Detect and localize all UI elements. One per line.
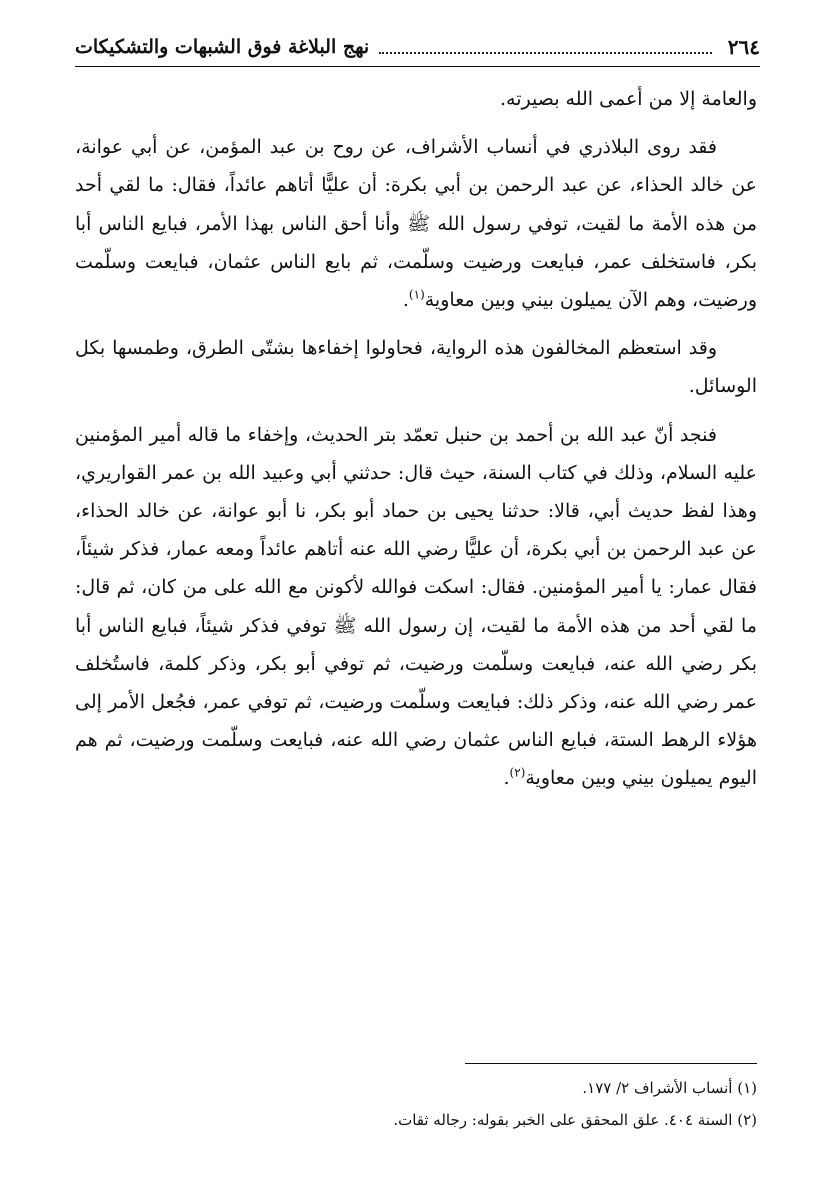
footnote-ref-2[interactable]: (٢) [509,766,526,781]
paragraph-1 [75,80,757,118]
running-title: نهج البلاغة فوق الشبهات والتشكيكات [75,36,370,58]
paragraph-3 [75,329,757,405]
paragraph-2-text: فقد روى البلاذري في أنساب الأشراف، عن روح بن عبد المؤمن، عن أبي عوانة، عن خالد الحذاء، عن عبد الرحمن بن أبي بكرة: أن عليًّا أتاهم عائداً، فقال: ما لقي أحد من هذه الأمة ما لقيت، توفي رسول الله ﷺ وأنا أحق الناس بهذا الأمر، فبايع الناس أبا بكر، فاستخلف عمر، فبايعت ورضيت وسلّمت، ثم بايع الناس عثمان، فبايعت وسلّمت ورضيت، وهم الآن يميلون بيني وبين معاوية [75,136,757,312]
paragraph-2 [75,128,757,319]
paragraph-1-text: والعامة إلا من أعمى الله بصيرته. [500,88,757,110]
page-number: ٢٦٤ [727,35,760,59]
footnotes [75,1072,757,1136]
header-dot-leader [379,52,712,54]
paragraph-4 [75,416,757,798]
header-rule [75,66,760,67]
footnote-separator [465,1063,757,1064]
page-header [75,30,760,64]
paragraph-2-tail: . [402,289,409,312]
footnote-1: (١) أنساب الأشراف ٢/ ١٧٧. [582,1079,757,1097]
footnote-ref-1[interactable]: (١) [408,287,425,302]
main-text [75,80,757,808]
footnote-2: (٢) السنة ٤٠٤. علق المحقق على الخبر بقوله: رجاله ثقات. [393,1111,757,1129]
paragraph-3-text: وقد استعظم المخالفون هذه الرواية، فحاولوا إخفاءها بشتّى الطرق، وطمسها بكل الوسائل. [75,337,757,398]
paragraph-4-text: فنجد أنّ عبد الله بن أحمد بن حنبل تعمّد بتر الحديث، وإخفاء ما قاله أمير المؤمنين عليه السلام، وذلك في كتاب السنة، حيث قال: حدثني أبي وعبيد الله بن عمر القواريري، وهذا لفظ حديث أبي، قالا: حدثنا يحيى بن حماد أبو بكر، نا أبو عوانة، عن خالد الحذاء، عن عبد الرحمن بن أبي بكرة، أن عليًّا رضي الله عنه أتاهم عائداً ومعه عمار، فذكر شيئاً، فقال عمار: يا أمير المؤمنين. فقال: اسكت فوالله لأكونن مع الله على من كان، ثم قال: ما لقي أحد من هذه الأمة ما لقيت، إن رسول الله ﷺ توفي فذكر شيئاً، فبايع الناس أبا بكر رضي الله عنه، فبايعت وسلّمت ورضيت، ثم توفي أبو بكر، وذكر كلمة، فاستُخلف عمر رضي الله عنه، وذكر ذلك: فبايعت وسلّمت ورضيت، ثم توفي عمر، فجُعل الأمر إلى هؤلاء الرهط الستة، فبايع الناس عثمان رضي الله عنه، فبايعت وسلّمت ورضيت، ثم هم اليوم يميلون بيني وبين معاوية [75,423,757,790]
paragraph-4-tail: . [503,767,510,790]
